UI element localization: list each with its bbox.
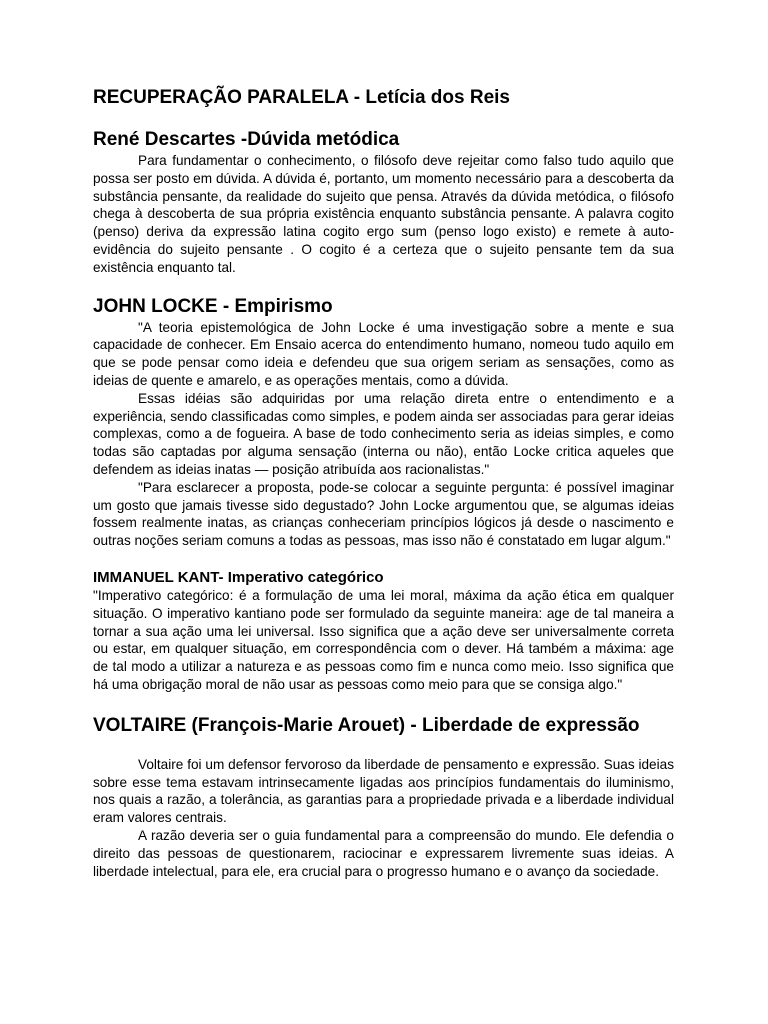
section-heading-voltaire: VOLTAIRE (François-Marie Arouet) - Liberdade de expressão xyxy=(93,714,640,736)
spacer xyxy=(93,738,674,756)
section-descartes xyxy=(93,128,674,277)
section-voltaire xyxy=(93,714,674,881)
spacer xyxy=(93,694,674,714)
section-heading-locke: JOHN LOCKE - Empirismo xyxy=(93,295,333,317)
section-kant xyxy=(93,568,674,694)
paragraph: Essas idéias são adquiridas por uma relação direta entre o entendimento e a experiência, sendo classificadas como simples, e podem ainda ser associadas para gerar ideias complexas, como a de fogueira. A base de todo conhecimento seria as ideias simples, e como todas são captadas por alguma sensação (interna ou não), então Locke critica aqueles que defendem as ideias inatas — posição atribuída aos racionalistas." xyxy=(93,390,674,477)
section-heading-descartes: René Descartes -Dúvida metódica xyxy=(93,129,400,150)
document-page xyxy=(93,86,674,880)
paragraph: "Para esclarecer a proposta, pode-se colocar a seguinte pergunta: é possível imaginar um gosto que jamais tivesse sido degustado? John Locke argumentou que, se algumas ideias fossem realmente inatas, as crianças conheceriam princípios lógicos já desde o nascimento e outras noções seriam comuns a todas as pessoas, mas isso não é constatado em lugar algum." xyxy=(93,479,674,549)
document-title: RECUPERAÇÃO PARALELA - Letícia dos Reis xyxy=(93,87,510,108)
paragraph: Para fundamentar o conhecimento, o filósofo deve rejeitar como falso tudo aquilo que possa ser posto em dúvida. A dúvida é, portanto, um momento necessário para a descoberta da substância pensante, da realidade do sujeito que pensa. Através da dúvida metódica, o filósofo chega à descoberta de sua própria existência enquanto substância pensante. A palavra cogito (penso) deriva da expressão latina cogito ergo sum (penso logo existo) e remete à auto-evidência do sujeito pensante . O cogito é a certeza que o sujeito pensante tem da sua existência enquanto tal. xyxy=(93,153,674,275)
paragraph: "Imperativo categórico: é a formulação de uma lei moral, máxima da ação ética em qualquer situação. O imperativo kantiano pode ser formulado da seguinte maneira: age de tal maneira a tornar a sua ação uma lei universal. Isso significa que a ação deve ser universalmente correta ou estar, em qualquer situação, em correspondência com o dever. Há também a máxima: age de tal modo a utilizar a natureza e as pessoas como fim e nunca como meio. Isso significa que há uma obrigação moral de não usar as pessoas como meio para que se consiga algo." xyxy=(93,587,674,692)
paragraph: Voltaire foi um defensor fervoroso da liberdade de pensamento e expressão. Suas ideias sobre esse tema estavam intrinsecamente ligadas aos princípios fundamentais do iluminismo, nos quais a razão, a tolerância, as garantias para a propriedade privada e a liberdade individual eram valores centrais. xyxy=(93,756,674,826)
paragraph: "A teoria epistemológica de John Locke é uma investigação sobre a mente e sua capacidade de conhecer. Em Ensaio acerca do entendimento humano, nomeou tudo aquilo em que se pode pensar como ideia e defendeu que sua origem seriam as sensações, como as ideias de quente e amarelo, e as operações mentais, como a dúvida. xyxy=(93,319,674,388)
section-locke xyxy=(93,295,674,550)
spacer xyxy=(93,277,674,295)
paragraph: A razão deveria ser o guia fundamental para a compreensão do mundo. Ele defendia o direito das pessoas de questionarem, raciocinar e expressarem livremente suas ideias. A liberdade intelectual, para ele, era crucial para o progresso humano e o avanço da sociedade. xyxy=(93,827,674,879)
spacer xyxy=(93,550,674,568)
section-heading-kant: IMMANUEL KANT- Imperativo categórico xyxy=(93,568,384,586)
